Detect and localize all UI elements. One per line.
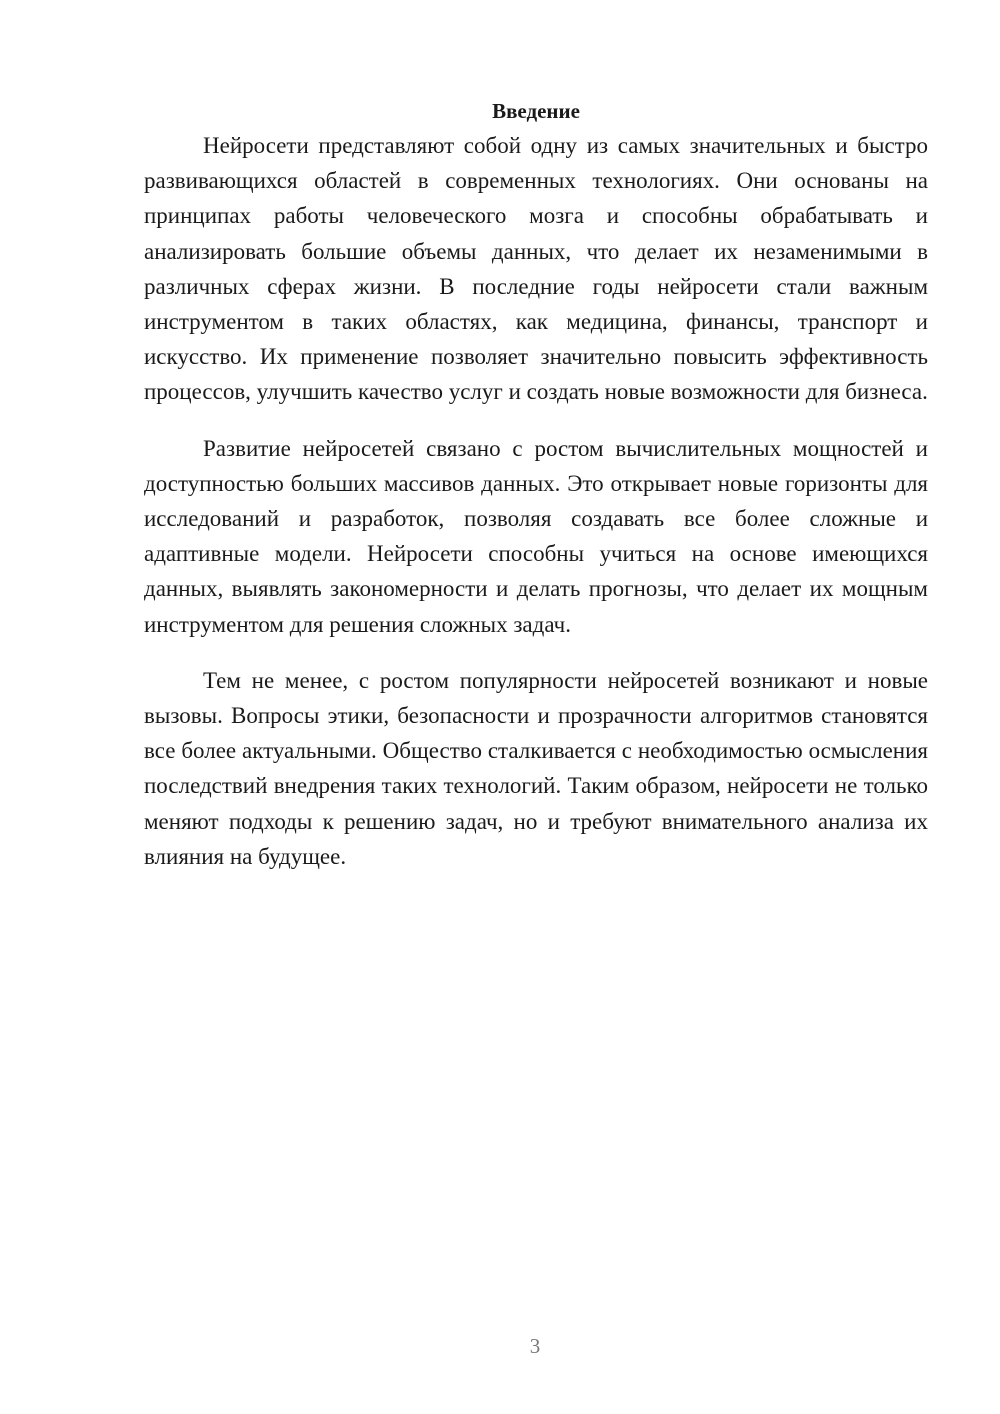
section-heading: Введение	[492, 99, 580, 123]
paragraph-2: Развитие нейросетей связано с ростом вычислительных мощностей и доступностью больших массивов данных. Это открывает новые горизонты для исследований и разработок, позволяя создавать все более сложные и адаптивные модели. Нейросети способны учиться на основе имеющихся данных, выявлять закономерности и делать прогнозы, что делает их мощным инструментом для решения сложных задач.	[144, 435, 928, 637]
paragraph-1: Нейросети представляют собой одну из самых значительных и быстро развивающихся областей в современных технологиях. Они основаны на принципах работы человеческого мозга и способны обрабатывать и анализировать большие объемы данных, что делает их незаменимыми в различных сферах жизни. В последние годы нейросети стали важным инструментом в таких областях, как медицина, финансы, транспорт и искусство. Их применение позволяет значительно повысить эффективность процессов, улучшить качество услуг и создать новые возможности для бизнеса.	[144, 133, 928, 405]
page-content	[144, 96, 928, 874]
paragraph-3: Тем не менее, с ростом популярности нейросетей возникают и новые вызовы. Вопросы этики, безопасности и прозрачности алгоритмов становятся все более актуальными. Общество сталкивается с необходимостью осмысления последствий внедрения таких технологий. Таким образом, нейросети не только меняют подходы к решению задач, но и требуют внимательного анализа их влияния на будущее.	[144, 667, 928, 869]
page-number: 3	[529, 1334, 541, 1358]
